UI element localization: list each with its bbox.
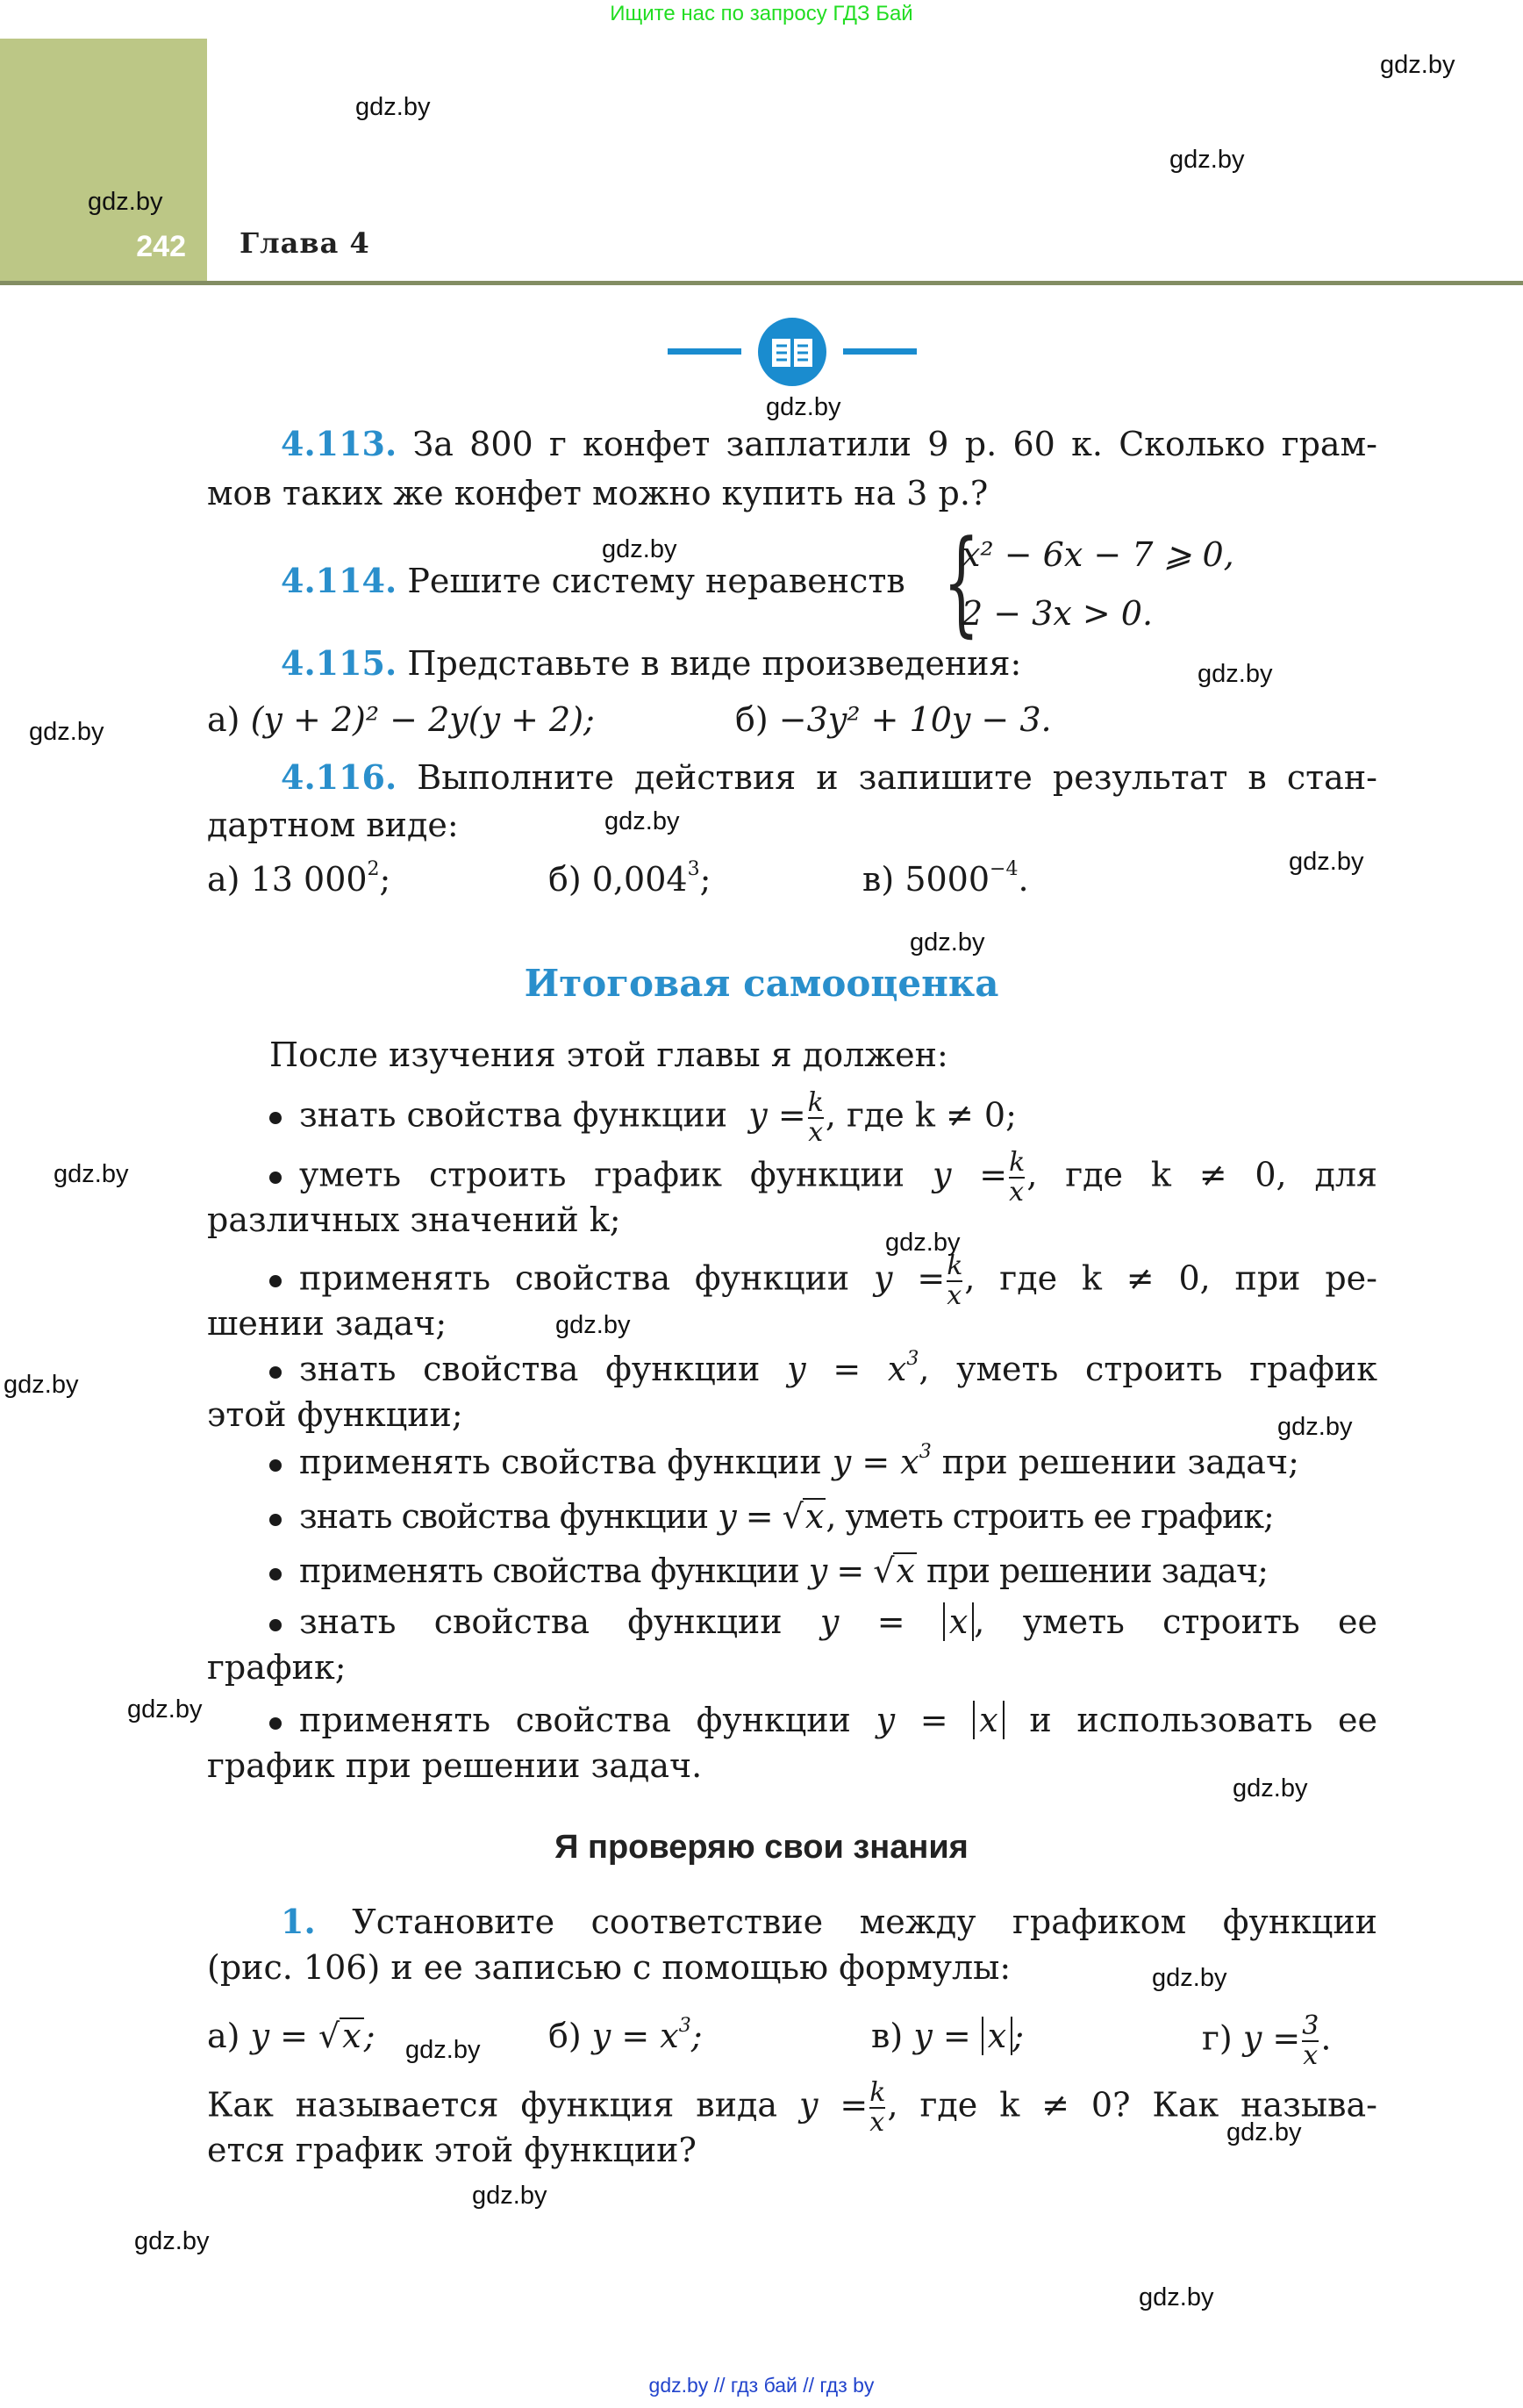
exercise-number: 4.116. [281, 757, 397, 797]
exercise-4-113-line1: 4.113. За 800 г конфет заплатили 9 р. 60 к. Сколько грам- [281, 424, 1377, 463]
assessment-item: применять свойства функции $y = x^3$ при решении задач; [269, 1439, 1440, 1485]
option-a: а) y = √x; [207, 2017, 375, 2055]
assessment-item: применять свойства функции y = $\frac{k}{x}$ , где k ≠ 0, при ре- [269, 1253, 1377, 1309]
page-number: 242 [136, 230, 186, 263]
assessment-item: знать свойства функции y = $\frac{k}{x}$ , где k ≠ 0; [269, 1090, 1440, 1146]
bullet-icon [269, 1568, 282, 1580]
watermark: gdz.by [355, 93, 431, 121]
bullet-icon [269, 1275, 282, 1287]
system-inequality-1: x² − 6x − 7 ⩾ 0, [962, 535, 1234, 574]
section-title-check-knowledge: Я проверяю свои знания [554, 1829, 969, 1866]
bullet-icon [269, 1459, 282, 1472]
exercise-4-116-b: б) 0,004$^3$; [548, 858, 711, 899]
watermark: gdz.by [1233, 1774, 1308, 1802]
watermark: gdz.by [4, 1371, 79, 1399]
exercise-4-116-a: а) 13 $000^2$; [207, 858, 391, 899]
option-c: в) y = x ; [871, 2017, 1025, 2055]
watermark: gdz.by [134, 2227, 210, 2255]
assessment-item-cont: этой функции; [207, 1395, 463, 1434]
watermark: gdz.by [1198, 660, 1273, 688]
exercise-4-116-c: в) $5000^{-4}$. [862, 858, 1029, 899]
assessment-item-cont: график при решении задач. [207, 1746, 703, 1785]
question-1-line1: 1. Установите соответствие между графиком функции [281, 1902, 1377, 1941]
exercise-4-114: 4.114. Решите систему неравенств [281, 561, 905, 600]
bullet-icon [269, 1366, 282, 1379]
option-d: г) y = $\frac{3}{x}$ . [1202, 2010, 1332, 2071]
assessment-item: уметь строить график функции y = $\frac{k}{x}$ , где k ≠ 0, для [269, 1150, 1377, 1206]
watermark: gdz.by [1277, 1413, 1353, 1441]
question-1-line4: ется график этой функции? [207, 2131, 697, 2169]
exercise-4-115-b: б) −3y² + 10y − 3. [735, 700, 1052, 739]
watermark: gdz.by [1169, 146, 1245, 174]
assessment-item: знать свойства функции y = x , уметь строить ее [269, 1599, 1377, 1645]
chapter-title: Глава 4 [240, 226, 370, 260]
divider-line-left [668, 348, 741, 355]
exercise-4-116-line2: дартном виде: [207, 806, 459, 844]
watermark: gdz.by [1139, 2283, 1214, 2311]
watermark: gdz.by [1289, 848, 1364, 876]
watermark: gdz.by [602, 535, 677, 563]
section-title-self-assessment: Итоговая самооценка [524, 962, 999, 1005]
self-assessment-intro: После изучения этой главы я должен: [269, 1036, 948, 1074]
assessment-item: знать свойства функции y = √x, уметь строить ее график; [269, 1494, 1440, 1539]
question-1-line2: (рис. 106) и ее записью с помощью формулы: [207, 1948, 1012, 1987]
watermark: gdz.by [1152, 1964, 1227, 1992]
watermark: gdz.by [54, 1160, 129, 1188]
footer-links[interactable]: gdz.by // гдз бай // гдз by [648, 2374, 875, 2397]
watermark: gdz.by [910, 928, 985, 957]
question-number: 1. [281, 1902, 316, 1941]
assessment-item-cont: график; [207, 1648, 347, 1687]
watermark: gdz.by [885, 1229, 961, 1257]
watermark: gdz.by [1380, 51, 1455, 79]
exercise-number: 4.113. [281, 424, 397, 463]
header-divider [0, 281, 1523, 285]
bullet-icon [269, 1619, 282, 1631]
watermark: gdz.by [127, 1695, 203, 1724]
bullet-icon [269, 1514, 282, 1526]
bullet-icon [269, 1112, 282, 1124]
exercise-4-115-a: а) (y + 2)² − 2y(y + 2); [207, 700, 595, 739]
divider-line-right [843, 348, 917, 355]
system-brace: { [943, 515, 980, 649]
system-inequality-2: 2 − 3x > 0. [962, 594, 1154, 633]
exercise-number: 4.114. [281, 561, 397, 600]
open-book-icon [758, 318, 826, 386]
watermark: gdz.by [472, 2182, 547, 2210]
watermark: gdz.by [29, 718, 104, 746]
assessment-item: знать свойства функции $y = x^3$, уметь строить график [269, 1346, 1377, 1392]
question-1-line3: Как называется функция вида y = $\frac{k}{x}$ , где k ≠ 0? Как называ- [207, 2077, 1377, 2138]
exercise-4-115: 4.115. Представьте в виде произведения: [281, 643, 1022, 683]
watermark: gdz.by [555, 1311, 631, 1339]
exercise-4-116-line1: 4.116. Выполните действия и запишите результат в стан- [281, 757, 1377, 797]
watermark: gdz.by [766, 393, 841, 421]
option-b: б) $y = x^3$; [548, 2015, 703, 2055]
bullet-icon [269, 1172, 282, 1184]
assessment-item: применять свойства функции y = x и использовать ее [269, 1697, 1377, 1743]
assessment-item-cont: различных значений k; [207, 1200, 621, 1239]
watermark: gdz.by [604, 807, 680, 835]
watermark: gdz.by [1226, 2118, 1302, 2146]
assessment-item: применять свойства функции y = √x при решении задач; [269, 1548, 1440, 1594]
exercise-number: 4.115. [281, 643, 397, 683]
top-banner: Ищите нас по запросу ГДЗ Бай [610, 2, 913, 25]
watermark: gdz.by [88, 188, 163, 216]
bullet-icon [269, 1717, 282, 1730]
watermark: gdz.by [405, 2036, 481, 2064]
exercise-4-113-line2: мов таких же конфет можно купить на 3 р.? [207, 474, 989, 512]
assessment-item-cont: шении задач; [207, 1304, 447, 1343]
